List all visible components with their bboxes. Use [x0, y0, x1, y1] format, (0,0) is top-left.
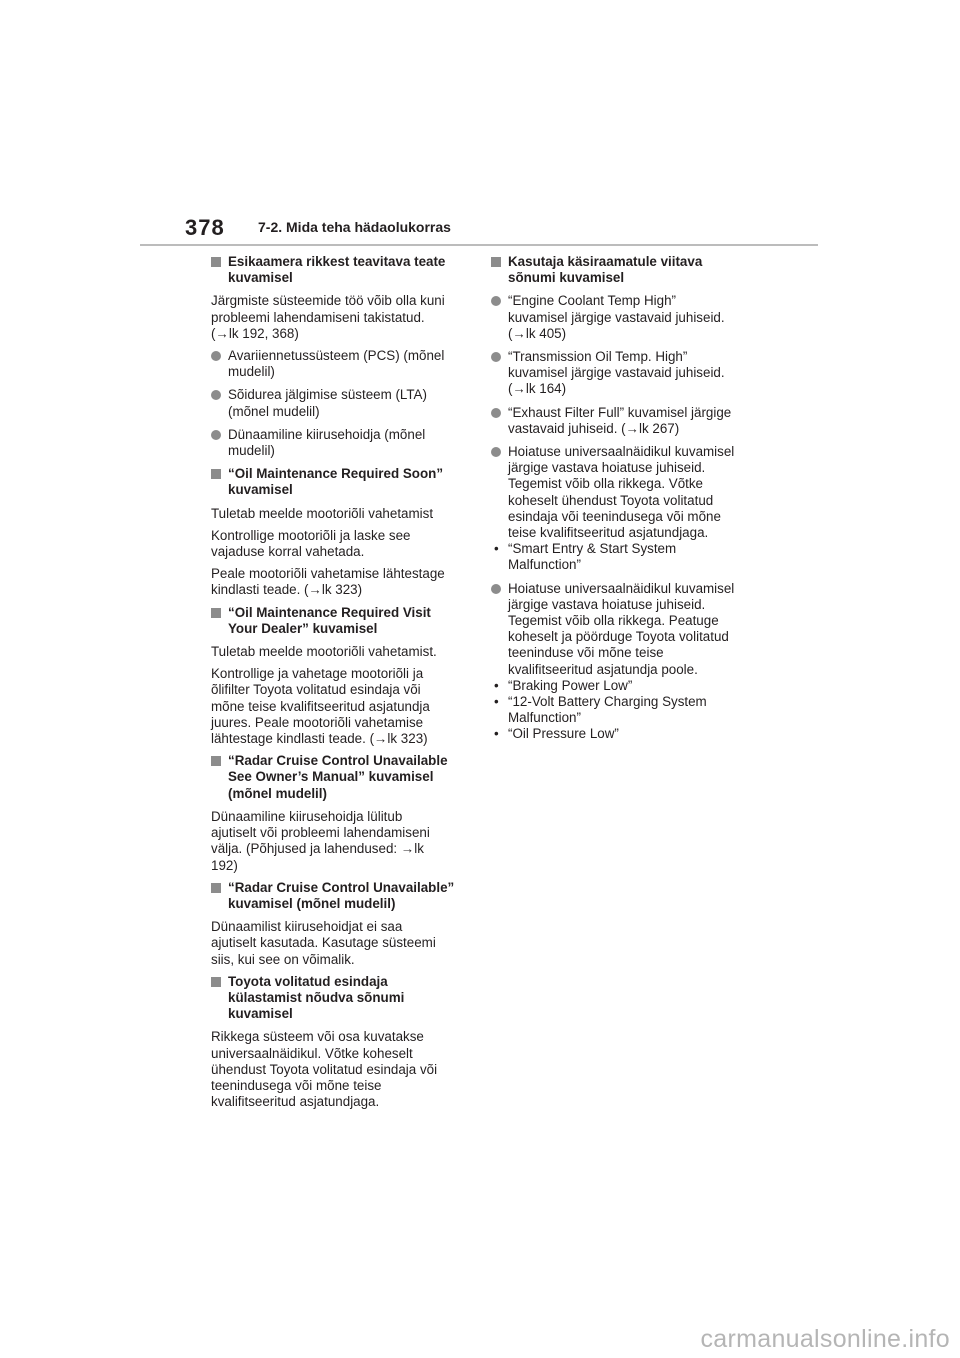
list-item-text: Sõidurea jälgimise süsteem (LTA) (mõnel mudelil) — [228, 387, 427, 419]
sub-list-item — [491, 726, 753, 742]
paragraph: Dünaamiline kiirusehoidja lülitub ajutiselt või probleemi lahendamiseni välja. (Põhjused ja lahendused: →lk 192) — [211, 808, 430, 873]
list-item — [491, 293, 753, 342]
list-item — [491, 444, 753, 541]
paragraph: Tuletab meelde mootoriõli vahetamist — [211, 505, 434, 521]
section-front-camera — [211, 254, 473, 459]
square-bullet-icon — [211, 257, 221, 267]
sub-list-item — [491, 678, 753, 694]
heading-text: “Radar Cruise Control Unavailable” kuvamisel (mõnel mudelil) — [228, 879, 455, 911]
header-rule — [140, 244, 818, 246]
list-item — [211, 427, 473, 459]
section-heading — [211, 466, 473, 498]
small-dot-icon: • — [494, 726, 499, 742]
square-bullet-icon — [211, 756, 221, 766]
list-item — [491, 581, 753, 678]
paragraph: Rikkega süsteem või osa kuvatakse universaalnäidikul. Võtke koheselt ühendust Toyota volitatud esindaja või teenindusega või mõne teise kvalifitseeritud asjatundjaga. — [211, 1029, 438, 1110]
heading-text: Toyota volitatud esindaja külastamist nõudva sõnumi kuvamisel — [228, 973, 405, 1022]
section-heading — [211, 605, 473, 637]
circle-bullet-icon — [491, 408, 501, 418]
sub-list-item-text: “Braking Power Low” — [508, 677, 633, 693]
sub-list-item-text: “Oil Pressure Low” — [508, 726, 619, 742]
list-item-text: Hoiatuse universaalnäidikul kuvamisel järgige vastava hoiatuse juhiseid. Tegemist võib olla rikkega. Võtke koheselt ühendust Toyota volitatud esindaja või teenindusega või mõne teise kvalifitseeritud asjatundjaga. — [508, 444, 735, 541]
sub-list-item — [491, 694, 753, 726]
sub-list-item-text: “Smart Entry & Start System Malfunction” — [508, 541, 677, 573]
section-radar-cruise-unavailable — [211, 880, 473, 968]
circle-bullet-icon — [491, 584, 501, 594]
square-bullet-icon — [491, 257, 501, 267]
paragraph: Kontrollige mootoriõli ja laske see vajaduse korral vahetada. — [211, 527, 411, 560]
sub-list — [491, 541, 753, 573]
section-heading — [491, 254, 753, 286]
circle-bullet-icon — [491, 352, 501, 362]
list-item — [211, 348, 473, 380]
section-heading — [211, 753, 473, 802]
paragraph: Kontrollige ja vahetage mootoriõli ja õlifilter Toyota volitatud esindaja või mõne teise kvalifitseeritud asjatundja juures. Peale mootoriõli vahetamise lähtestage kindlasti teade. (→lk 323) — [211, 666, 430, 747]
circle-bullet-icon — [491, 447, 501, 457]
circle-bullet-icon — [491, 296, 501, 306]
heading-text: “Oil Maintenance Required Visit Your Dealer” kuvamisel — [228, 604, 431, 636]
list-item — [491, 405, 753, 437]
list-item-text: “Exhaust Filter Full” kuvamisel järgige vastavaid juhiseid. (→lk 267) — [508, 404, 732, 436]
heading-text: Esikaamera rikkest teavitava teate kuvamisel — [228, 254, 446, 286]
section-heading — [211, 974, 473, 1023]
list-item-text: Avariiennetussüsteem (PCS) (mõnel mudelil) — [228, 348, 445, 380]
sub-list-item-text: “12-Volt Battery Charging System Malfunction” — [508, 694, 707, 726]
square-bullet-icon — [211, 469, 221, 479]
circle-bullet-icon — [211, 351, 221, 361]
list-item-text: Hoiatuse universaalnäidikul kuvamisel järgige vastava hoiatuse juhiseid. Tegemist võib olla rikkega. Peatuge koheselt ja pöörduge Toyota volitatud teeninduse või mõne teise kvalifitseeritud asjatundja poole. — [508, 580, 735, 677]
heading-text: “Oil Maintenance Required Soon” kuvamisel — [228, 466, 444, 498]
small-dot-icon: • — [494, 677, 499, 693]
square-bullet-icon — [211, 977, 221, 987]
sub-list — [491, 678, 753, 743]
heading-text: “Radar Cruise Control Unavailable See Owner’s Manual” kuvamisel (mõnel mudelil) — [228, 753, 448, 801]
paragraph: Dünaamilist kiirusehoidjat ei saa ajutiselt kasutada. Kasutage süsteemi siis, kui see on võimalik. — [211, 919, 436, 967]
paragraph: Peale mootoriõli vahetamise lähtestage kindlasti teade. (→lk 323) — [211, 566, 445, 598]
section-title: 7-2. Mida teha hädaolukorras — [258, 219, 451, 235]
small-dot-icon: • — [494, 694, 499, 710]
section-oil-maintenance-soon — [211, 466, 473, 598]
square-bullet-icon — [211, 883, 221, 893]
paragraph: Tuletab meelde mootoriõli vahetamist. — [211, 644, 437, 660]
section-oil-maintenance-visit-dealer — [211, 605, 473, 748]
list-item-text: “Engine Coolant Temp High” kuvamisel järgige vastavaid juhiseid. (→lk 405) — [508, 293, 725, 341]
section-heading — [211, 254, 473, 286]
heading-text: Kasutaja käsiraamatule viitava sõnumi kuvamisel — [508, 254, 703, 286]
small-dot-icon: • — [494, 541, 499, 557]
section-visit-dealer-message — [211, 974, 473, 1111]
section-heading — [211, 880, 473, 912]
list-item — [211, 387, 473, 419]
circle-bullet-icon — [211, 390, 221, 400]
section-radar-cruise-see-manual — [211, 753, 473, 873]
list-item-text: Dünaamiline kiirusehoidja (mõnel mudelil) — [228, 426, 426, 459]
paragraph: Järgmiste süsteemide töö võib olla kuni probleemi lahendamiseni takistatud. (→lk 192, 368) — [211, 293, 445, 341]
section-owners-manual-message — [491, 254, 753, 743]
watermark: carmanualsonline.info — [700, 1325, 950, 1353]
left-column — [211, 254, 473, 1116]
list-item — [491, 349, 753, 398]
right-column — [491, 254, 753, 750]
circle-bullet-icon — [211, 430, 221, 440]
sub-list-item — [491, 541, 753, 573]
square-bullet-icon — [211, 608, 221, 618]
list-item-text: “Transmission Oil Temp. High” kuvamisel järgige vastavaid juhiseid. (→lk 164) — [508, 349, 725, 397]
page-number: 378 — [185, 215, 225, 240]
